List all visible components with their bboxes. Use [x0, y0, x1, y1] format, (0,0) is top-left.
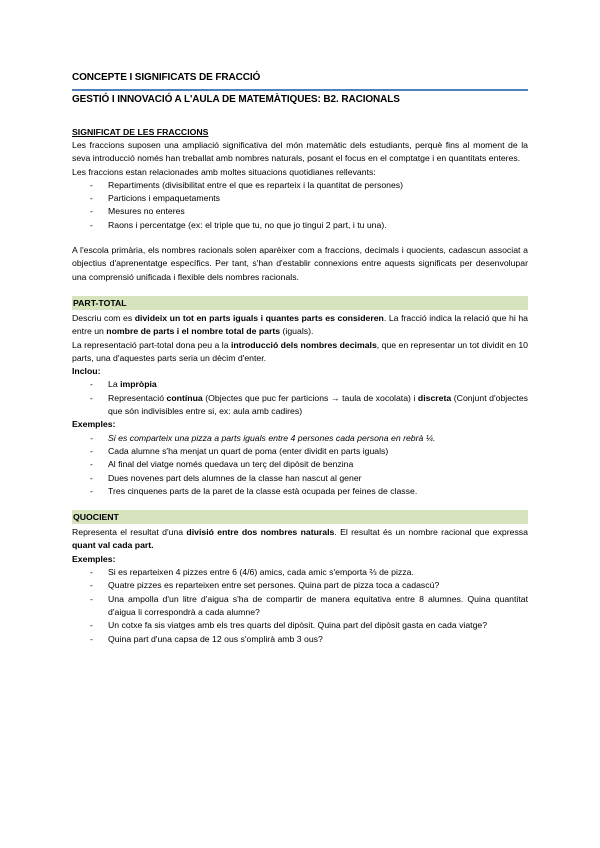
paragraph [72, 339, 528, 366]
section-title-part-total: PART-TOTAL [72, 296, 528, 310]
text-run: . La fracció indica la relació que hi ha entre un [72, 312, 529, 337]
list-item: - Una ampolla d'un litre d'aigua s'ha de compartir de manera equitativa entre 8 alumnes. Quina quantitat d'aigua li correspondrà a cada alumne? [72, 593, 528, 620]
exemples-label: Exemples: [72, 419, 116, 430]
list-item: - Si es reparteixen 4 pizzes entre 6 (4/6) amics, cada amic s'emporta ⅔ de pizza. [72, 566, 528, 579]
inclou-list [72, 378, 528, 418]
list-item: - Raons i percentatge (ex: el triple que tu, no que jo tingui 2 part, i tu una). [72, 219, 528, 232]
paragraph [72, 312, 528, 339]
text-run: Descriu com es [72, 312, 135, 323]
paragraph: Les fraccions suposen una ampliació significativa del món matemàtic dels estudiants, perquè fins al moment de la seva introducció només han treballat amb nombres naturals, posant el focus en el comptatge i en quantitats enteres. [72, 140, 528, 164]
list-item [72, 378, 528, 391]
bold-run: contínua [166, 392, 203, 403]
bold-run: divideix un tot en parts iguals i quantes parts es consideren [134, 312, 384, 323]
list-item: - Al final del viatge només quedava un terç del dipòsit de benzina [72, 458, 528, 471]
exemples-label: Exemples: [72, 553, 116, 564]
inclou-label: Inclou: [72, 366, 101, 377]
list-item: - Tres cinquenes parts de la paret de la classe està ocupada per feines de classe. [72, 485, 528, 498]
document-page [72, 72, 528, 646]
list-item: - Cada alumne s'ha menjat un quart de poma (enter dividit en parts iguals) [72, 445, 528, 458]
text-run: (Conjunt d'objectes que són indivisibles entre si, ex: aula amb cadires) [108, 392, 528, 417]
list-item: - Particions i empaquetaments [72, 192, 528, 205]
section-title-quocient: QUOCIENT [72, 510, 528, 524]
bold-run: divisió entre dos nombres naturals [186, 527, 335, 538]
list-item: - Si es comparteix una pizza a parts iguals entre 4 persones cada persona en rebrà ¼. [72, 432, 528, 445]
quocient-examples [72, 566, 528, 646]
list-item: - Quina part d'una capsa de 12 ous s'omplirà amb 3 ous? [72, 633, 528, 646]
bold-run: introducció dels nombres decimals [230, 339, 377, 350]
list-item: - Repartiments (divisibilitat entre el que es reparteix i la quantitat de persones) [72, 179, 528, 192]
text-run: Representació [108, 392, 167, 403]
document-title: CONCEPTE I SIGNIFICATS DE FRACCIÓ [72, 72, 261, 83]
text-run: Representa el resultat d'una [72, 527, 187, 538]
text-run: La [108, 379, 121, 390]
section-title-significat: SIGNIFICAT DE LES FRACCIONS [72, 127, 209, 137]
document-subtitle: GESTIÓ I INNOVACIÓ A L'AULA DE MATEMÀTIQUES: B2. RACIONALS [72, 94, 400, 105]
list-item: - Un cotxe fa sis viatges amb els tres quarts del dipòsit. Quina part del dipòsit gasta en cada viatge? [72, 619, 528, 632]
list-item [72, 392, 528, 419]
text-run: (iguals). [280, 326, 314, 337]
text-run: (Objectes que puc fer particions → taula de xocolata) i [202, 392, 418, 403]
situations-list [72, 179, 528, 232]
paragraph: Les fraccions estan relacionades amb moltes situacions quotidianes rellevants: [72, 166, 376, 177]
list-item: - Mesures no enteres [72, 205, 528, 218]
paragraph [72, 526, 528, 553]
text-run: , que en representar un tot dividit en 10 parts, una d'aquestes parts seria un dècim d'enter. [72, 339, 529, 363]
text-run: La representació part-total dona peu a la [72, 339, 231, 350]
bold-run: nombre de parts i el nombre total de parts [106, 326, 281, 337]
part-total-examples [72, 432, 528, 498]
bold-run: quant val cada part. [72, 540, 154, 551]
text-run: . El resultat és un nombre racional que expressa [334, 527, 528, 538]
list-item: - Quatre pizzes es reparteixen entre set persones. Quina part de pizza toca a cadascú? [72, 579, 528, 592]
bold-run: impròpia [120, 379, 157, 390]
bold-run: discreta [417, 392, 452, 403]
paragraph: A l'escola primària, els nombres racionals solen aparèixer com a fraccions, decimals i quocients, cadascun associat a objectius d'aprenentatge específics. Per tant, s'han d'establir connexions entre aquests significats per desenvolupar una comprensió unificada i flexible dels nombres racionals. [72, 245, 528, 282]
title-rule [72, 89, 528, 91]
list-item: - Dues novenes part dels alumnes de la classe han nascut al gener [72, 472, 528, 485]
